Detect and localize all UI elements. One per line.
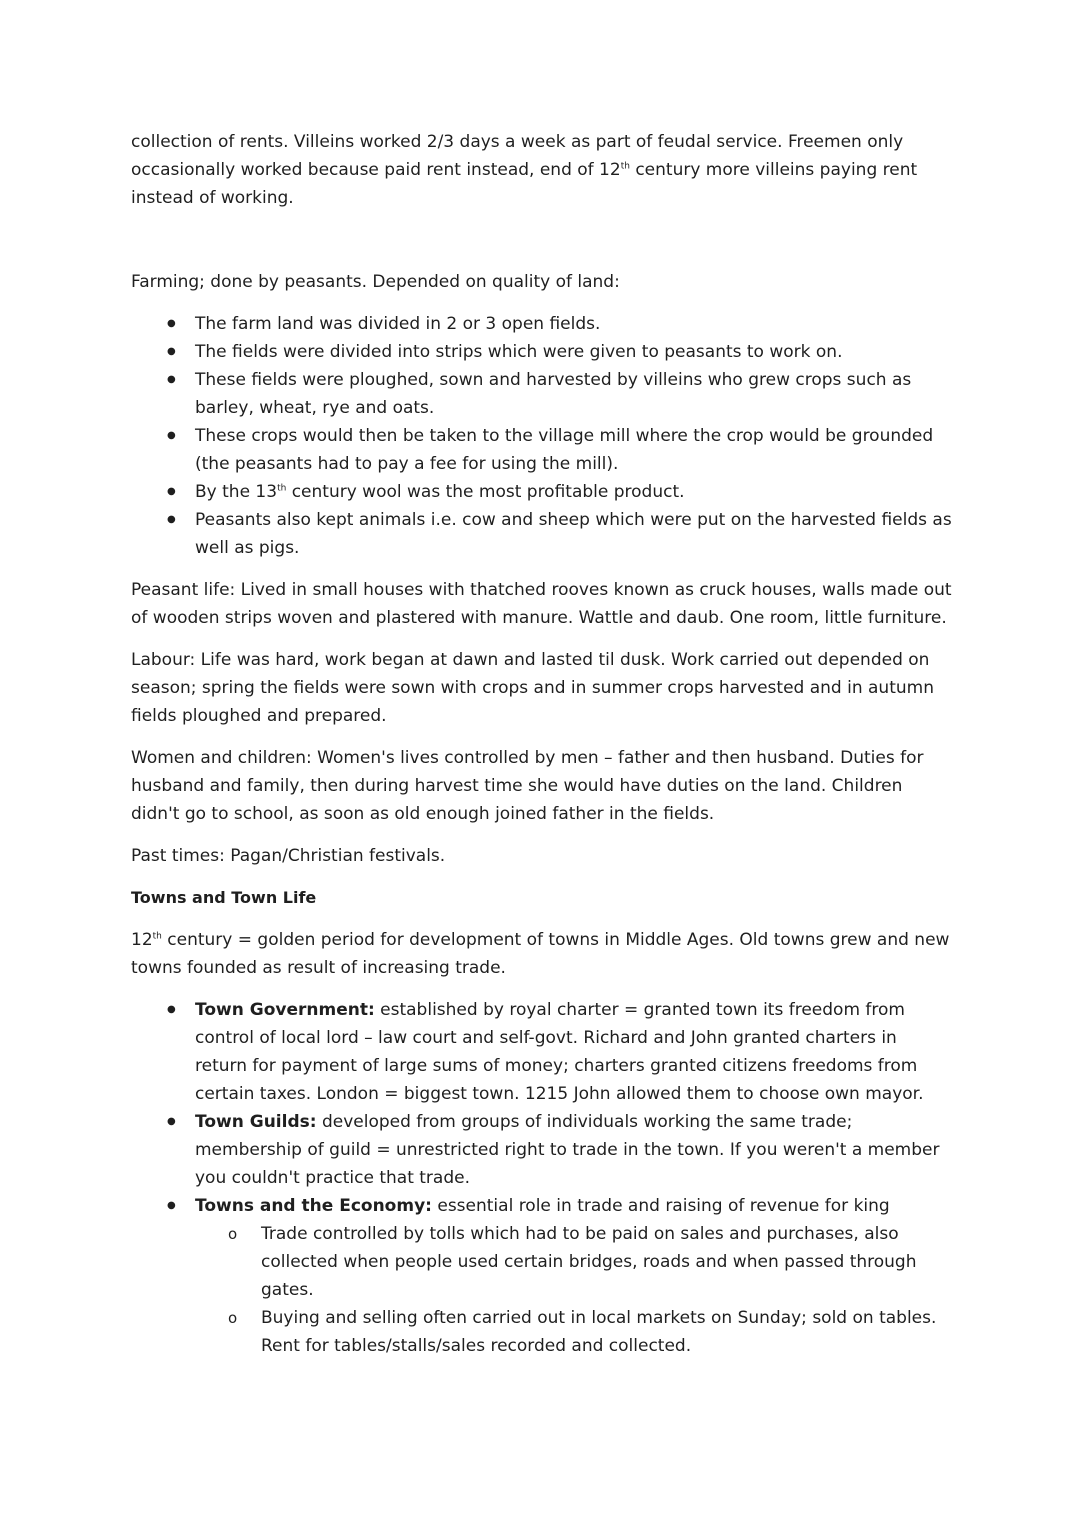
past-times-paragraph: Past times: Pagan/Christian festivals. — [131, 846, 446, 866]
town-guilds-text: developed from groups of individuals working the same trade; membership of guild = unrestricted right to trade in the town. If you weren't a member you couldn't practice that trade. — [195, 1112, 940, 1188]
towns-list — [131, 996, 953, 1360]
intro-text-rest: century more villeins paying rent instead of working. — [131, 160, 918, 208]
sub-list-item: o Buying and selling often carried out in local markets on Sunday; sold on tables. Rent for tables/stalls/sales recorded and collected. — [131, 1304, 953, 1360]
list-item — [131, 1108, 953, 1192]
list-item — [131, 478, 953, 506]
intro-text: collection of rents. Villeins worked 2/3 days a week as part of feudal service. Freemen only occasionally worked because paid rent instead, end of 12 — [131, 132, 904, 180]
ordinal-suffix: th — [620, 161, 630, 172]
list-item: ● These fields were ploughed, sown and harvested by villeins who grew crops such as barley, wheat, rye and oats. — [131, 366, 953, 422]
list-item: ● The fields were divided into strips which were given to peasants to work on. — [131, 338, 953, 366]
list-item — [131, 996, 953, 1108]
intro-paragraph — [131, 128, 953, 212]
wool-text: By the 13 — [195, 482, 278, 502]
list-item — [131, 1192, 953, 1360]
towns-intro-text: 12 — [131, 930, 153, 950]
list-item: ● Peasants also kept animals i.e. cow and sheep which were put on the harvested fields as well as pigs. — [131, 506, 953, 562]
town-economy-label: Towns and the Economy: — [195, 1196, 432, 1216]
towns-intro-paragraph — [131, 926, 953, 982]
ordinal-suffix: th — [277, 483, 287, 494]
women-children-paragraph: Women and children: Women's lives controlled by men – father and then husband. Duties for husband and family, then during harvest time she would have duties on the land. Children didn't go to school, as soon as old enough joined father in the fields. — [131, 748, 924, 824]
list-item: ● The farm land was divided in 2 or 3 open fields. — [131, 310, 953, 338]
peasant-life-paragraph: Peasant life: Lived in small houses with thatched rooves known as cruck houses, walls made out of wooden strips woven and plastered with manure. Wattle and daub. One room, little furniture. — [131, 580, 952, 628]
economy-sublist — [195, 1220, 953, 1360]
towns-intro-text-rest: century = golden period for development of towns in Middle Ages. Old towns grew and new towns founded as result of increasing trade. — [131, 930, 950, 978]
ordinal-suffix: th — [152, 931, 162, 942]
town-guilds-label: Town Guilds: — [195, 1112, 317, 1132]
labour-paragraph: Labour: Life was hard, work began at dawn and lasted til dusk. Work carried out depended on season; spring the fields were sown with crops and in summer crops harvested and in autumn fields ploughed and prepared. — [131, 650, 934, 726]
farming-lead: Farming; done by peasants. Depended on quality of land: — [131, 272, 620, 292]
document-page — [131, 128, 953, 1360]
town-government-text: established by royal charter = granted town its freedom from control of local lord – law court and self-govt. Richard and John granted charters in return for payment of large sums of money; charters granted citizens freedoms from certain taxes. London = biggest town. 1215 John allowed them to choose own mayor. — [195, 1000, 924, 1104]
wool-text-rest: century wool was the most profitable product. — [286, 482, 685, 502]
section-heading: Towns and Town Life — [131, 888, 317, 907]
town-government-label: Town Government: — [195, 1000, 375, 1020]
list-item: ● These crops would then be taken to the village mill where the crop would be grounded (the peasants had to pay a fee for using the mill). — [131, 422, 953, 478]
farming-list — [131, 310, 953, 562]
sub-list-item: o Trade controlled by tolls which had to be paid on sales and purchases, also collected when people used certain bridges, roads and when passed through gates. — [131, 1220, 953, 1304]
town-economy-text: essential role in trade and raising of revenue for king — [431, 1196, 890, 1216]
